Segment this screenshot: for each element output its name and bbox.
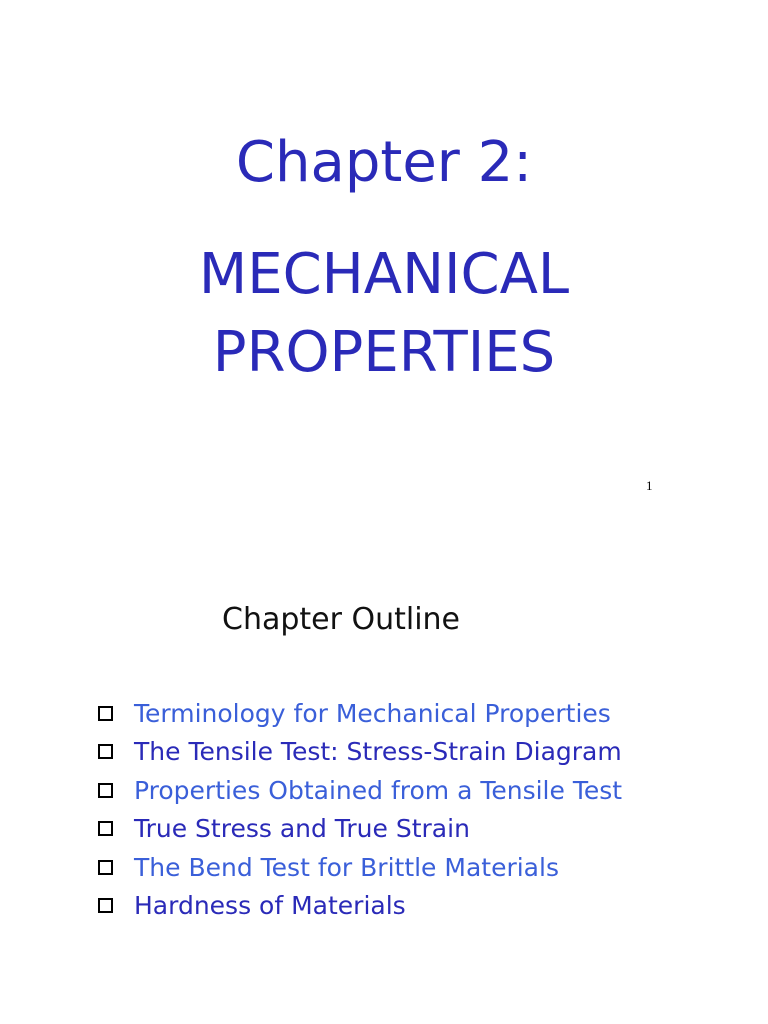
- outline-item-label: The Bend Test for Brittle Materials: [134, 852, 559, 882]
- subject-title-line-2: PROPERTIES: [212, 320, 556, 385]
- outline-item-label: Hardness of Materials: [134, 891, 406, 921]
- outline-item: [98, 771, 622, 810]
- chapter-heading: Chapter 2:: [235, 130, 533, 195]
- outline-item-label: Terminology for Mechanical Properties: [134, 698, 611, 728]
- outline-heading: Chapter Outline: [222, 602, 461, 637]
- page-number: 1: [646, 478, 653, 493]
- outline-item: [98, 887, 622, 926]
- outline-item: [98, 848, 622, 887]
- outline-item: [98, 694, 622, 733]
- outline-list: [98, 694, 622, 925]
- subject-title-line-1: MECHANICAL: [198, 242, 570, 307]
- outline-item-label: True Stress and True Strain: [134, 814, 470, 844]
- checkbox-icon: [98, 783, 113, 798]
- outline-item: [98, 810, 622, 849]
- outline-item-label: The Tensile Test: Stress-Strain Diagram: [134, 737, 622, 767]
- outline-item-label: Properties Obtained from a Tensile Test: [134, 775, 623, 805]
- checkbox-icon: [98, 898, 113, 913]
- checkbox-icon: [98, 860, 113, 875]
- checkbox-icon: [98, 821, 113, 836]
- checkbox-icon: [98, 744, 113, 759]
- outline-item: [98, 733, 622, 772]
- checkbox-icon: [98, 706, 113, 721]
